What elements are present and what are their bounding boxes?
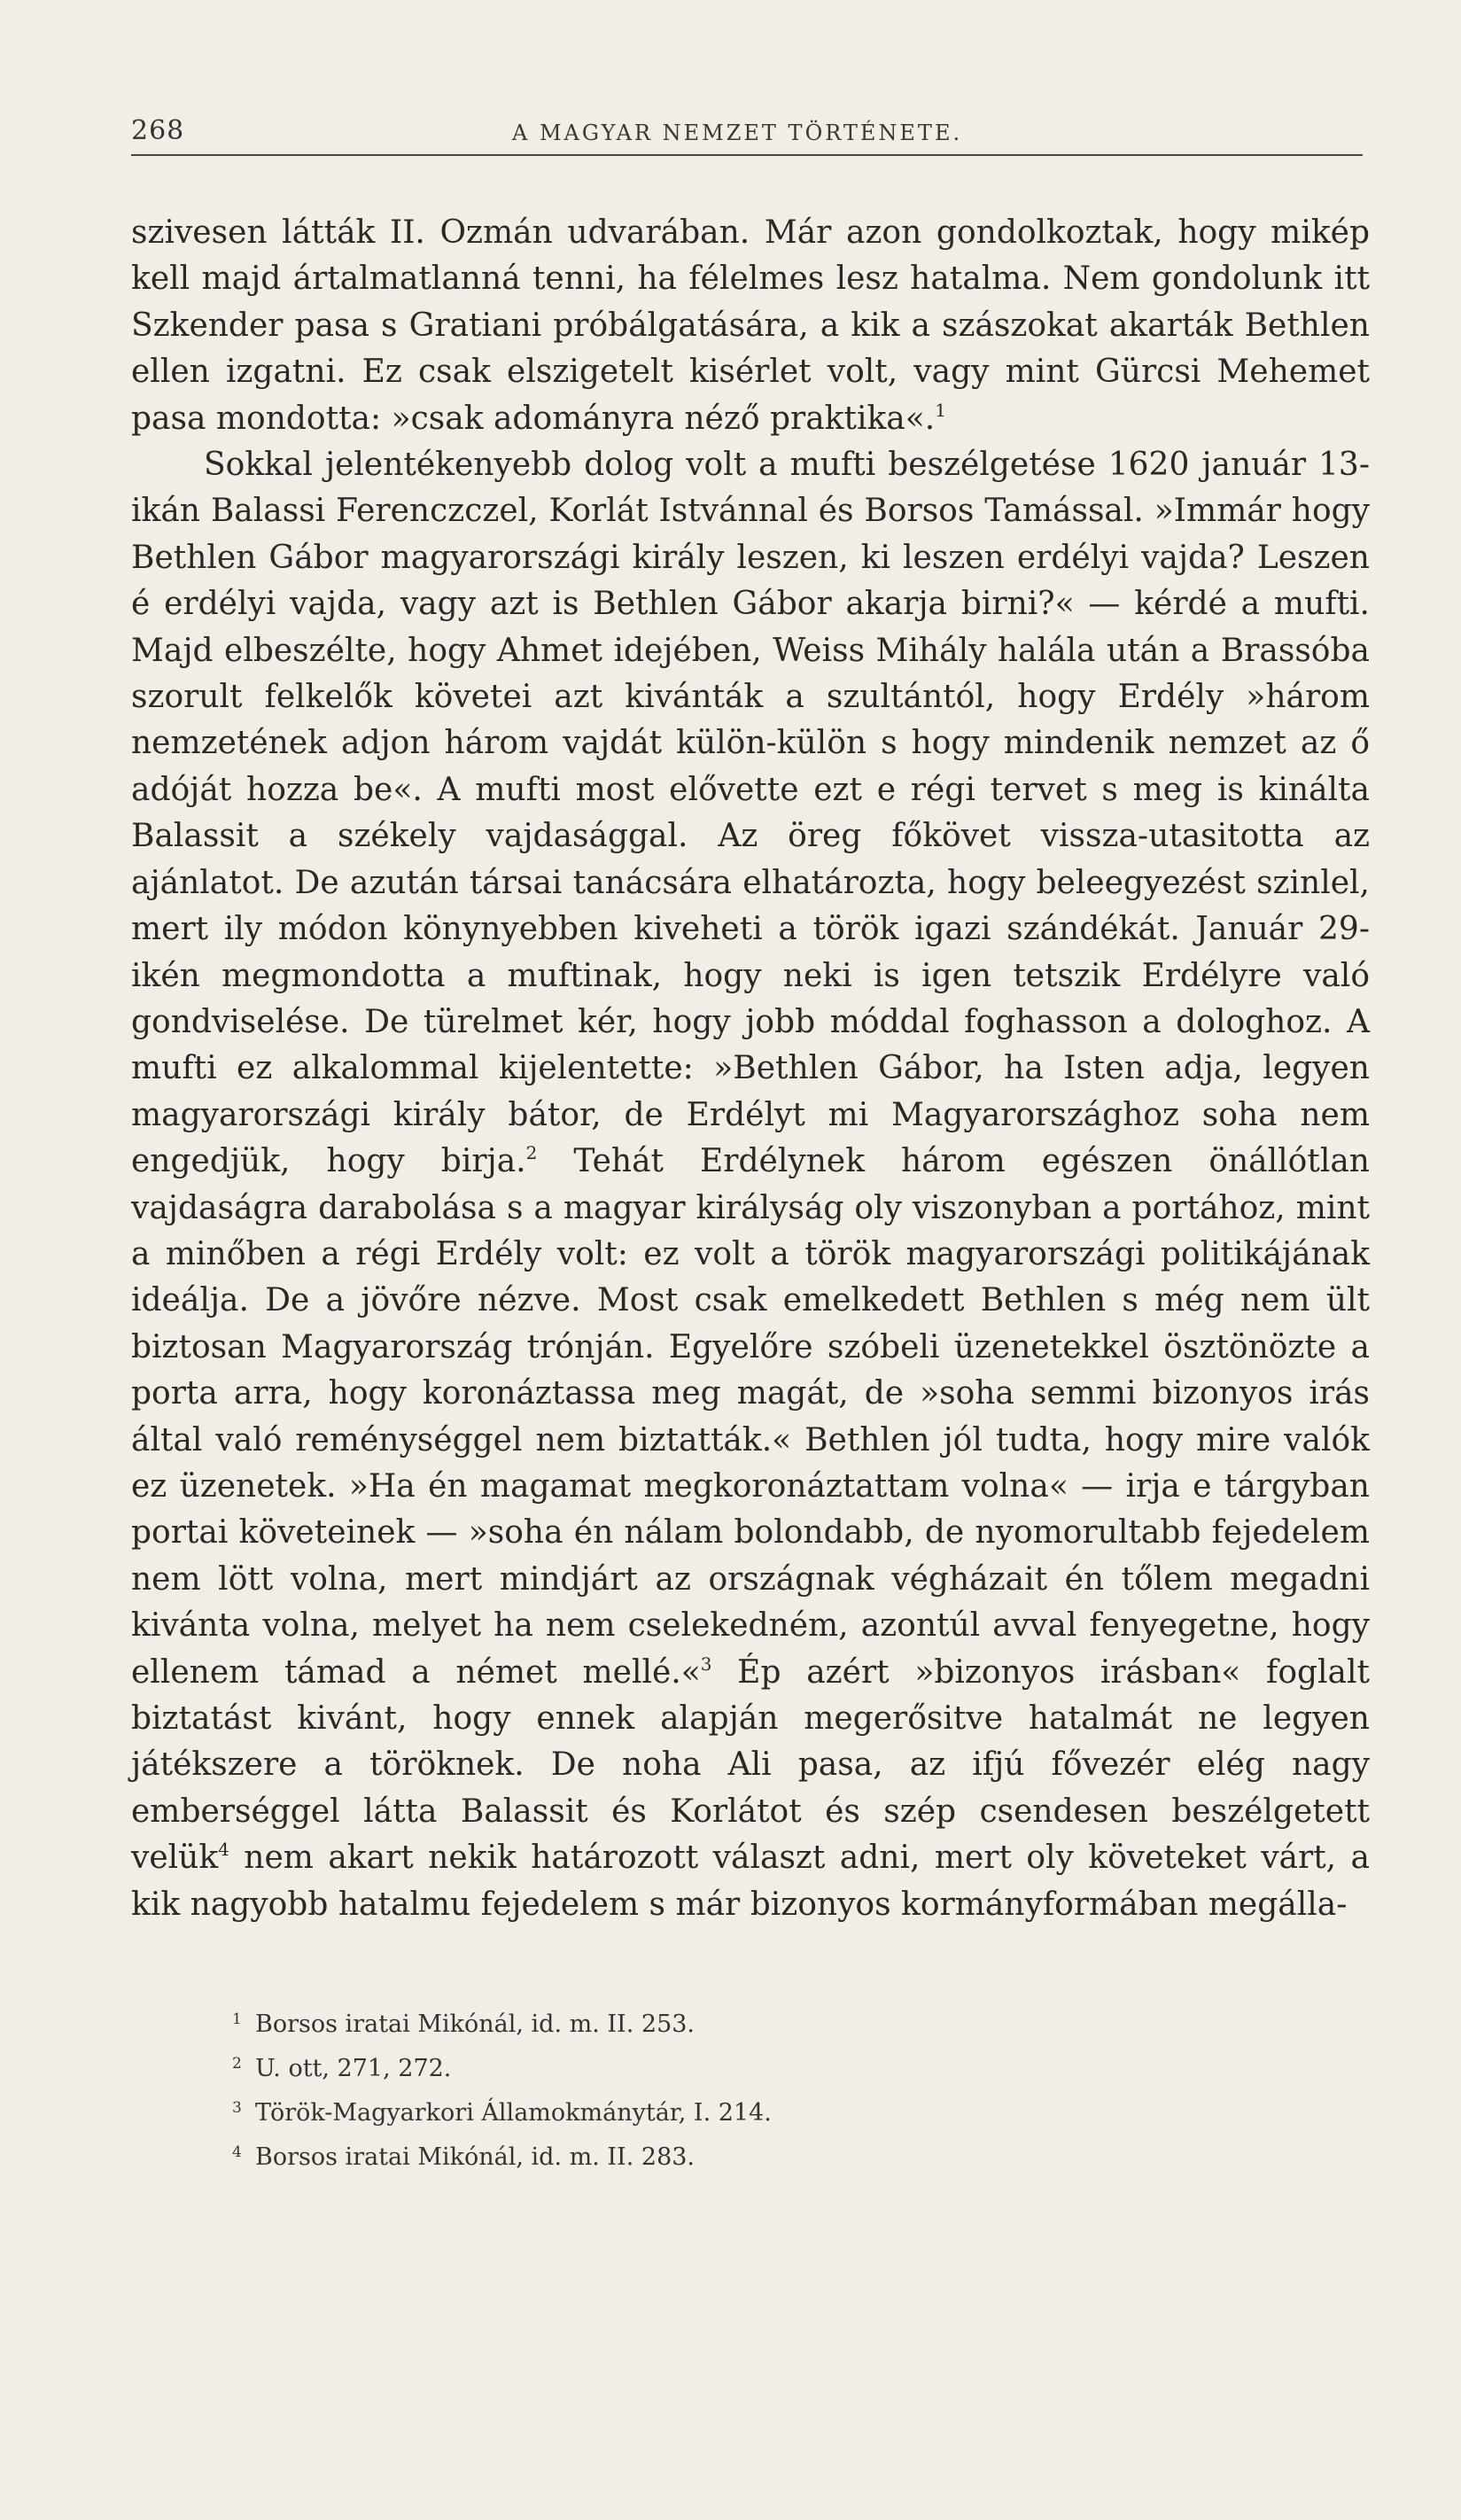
footnote-3 [232, 2088, 1295, 2133]
footnote-text: Borsos iratai Mikónál, id. m. II. 253. [255, 2011, 696, 2038]
paragraph-2 [131, 442, 1370, 1928]
running-title: A MAGYAR NEMZET TÖRTÉNETE. [512, 121, 963, 145]
running-head [131, 112, 1363, 156]
footnote-text: Borsos iratai Mikónál, id. m. II. 283. [255, 2143, 696, 2171]
footnote-ref-2: 2 [525, 1142, 538, 1164]
paragraph-2-part-2: Tehát Erdélynek három egészen önállótlan vajdaságra darabolása s a magyar királyság oly viszonyban a portához, mint a minőben a régi Erdély volt: ez volt a török magyarországi politikájának ideálja. De a jövőre nézve. Most csak emelkedett Bethlen s még nem ült biztosan Magyarország trónján. Egyelőre szóbeli üzenetekkel ösztönözte a porta arra, hogy koronáztassa meg magát, de »soha semmi bizonyos irás által való reménységgel nem biztatták.« Bethlen jól tudta, hogy mire valók ez üzenetek. »Ha én magamat megkoronáztattam volna« — irja e tárgyban portai követeinek — »soha én nálam bolondabb, de nyomorultabb fejedelem nem lött volna, mert mindjárt az országnak végházait én tőlem megadni kivánta volna, melyet ha nem cselekedném, azontúl avval fenyegetne, hogy ellenem támad a német mellé.« [131, 1143, 1370, 1691]
footnote-2 [232, 2044, 1295, 2088]
page-number: 268 [131, 115, 185, 146]
footnote-ref-4: 4 [218, 1839, 229, 1861]
paragraph-2-part-3: Ép azért »bizonyos irásban« foglalt biztatást kivánt, hogy ennek alapján megerősitve hatalmát ne legyen játékszere a töröknek. De noha Ali pasa, az ifjú fővezér elég nagy emberséggel látta Balassit és Korlátot és szép csendesen beszélgetett velük [131, 1653, 1370, 1877]
paragraph-1-text: szivesen látták II. Ozmán udvarában. Már azon gondolkoztak, hogy mikép kell majd ártalmatlanná tenni, ha félelmes lesz hatalma. Nem gondolunk itt Szkender pasa s Gratiani próbálgatására, a kik a szászokat akarták Bethlen ellen izgatni. Ez csak elszigetelt kisérlet volt, vagy mint Gürcsi Mehemet pasa mondotta: »csak adományra néző praktika«. [131, 214, 1370, 437]
footnote-ref-1: 1 [935, 399, 946, 421]
footnote-1 [232, 2000, 1295, 2044]
paragraph-2-part-4: nem akart nekik határozott választ adni, mert oly követeket várt, a kik nagyobb hatalmu fejedelem s már bizonyos kormányformában megálla- [131, 1839, 1370, 1923]
footnote-ref-3: 3 [700, 1653, 712, 1675]
paragraph-2-part-1: Sokkal jelentékenyebb dolog volt a mufti beszélgetése 1620 január 13-ikán Balassi Ferenczczel, Korlát Istvánnal és Borsos Tamással. »Immár hogy Bethlen Gábor magyarországi király leszen, ki leszen erdélyi vajda? Leszen é erdélyi vajda, vagy azt is Bethlen Gábor akarja birni?« — kérdé a mufti. Majd elbeszélte, hogy Ahmet idejében, Weiss Mihály halála után a Brassóba szorult felkelők követei azt kivánták a szultántól, hogy Erdély »három nemzetének adjon három vajdát külön-külön s hogy mindenik nemzet az ő adóját hozza be«. A mufti most elővette ezt e régi tervet s meg is kinálta Balassit a székely vajdasággal. Az öreg főkövet vissza-utasitotta az ajánlatot. De azután társai tanácsára elhatározta, hogy beleegyezést szinlel, mert ily módon könynyebben kiveheti a török igazi szándékát. Január 29-ikén megmondotta a muftinak, hogy neki is igen tetszik Erdélyre való gondviselése. De türelmet kér, hogy jobb móddal foghasson a dologhoz. A mufti ez alkalommal kijelentette: »Bethlen Gábor, ha Isten adja, legyen magyarországi király bátor, de Erdélyt mi Magyarországhoz soha nem engedjük, hogy birja. [131, 447, 1370, 1180]
footnote-mark: 1 [232, 2011, 242, 2028]
footnotes [232, 2000, 1295, 2177]
footnote-mark: 4 [232, 2143, 242, 2161]
body-text [131, 210, 1370, 1928]
footnote-mark: 3 [232, 2099, 242, 2117]
footnote-text: U. ott, 271, 272. [255, 2055, 452, 2082]
paragraph-1 [131, 210, 1370, 442]
footnote-mark: 2 [232, 2055, 242, 2073]
footnote-text: Török-Magyarkori Államokmánytár, I. 214. [255, 2099, 772, 2127]
footnote-4 [232, 2133, 1295, 2177]
